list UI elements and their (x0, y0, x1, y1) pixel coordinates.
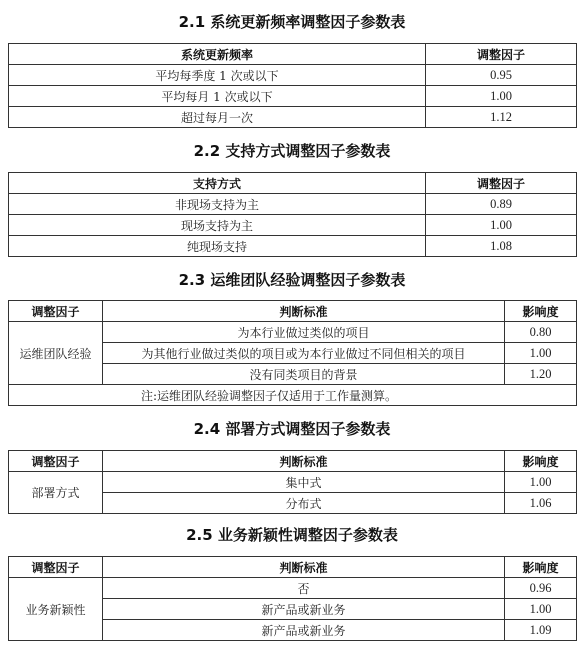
update-frequency-table (8, 43, 577, 128)
table-header-row (9, 44, 577, 65)
section-title-support-mode: 2.2 支持方式调整因子参数表 (193, 142, 391, 160)
criterion-cell: 平均每季度 1 次或以下 (9, 65, 426, 86)
value-cell: 1.08 (426, 236, 577, 257)
note-row (9, 385, 577, 406)
factor-cell: 部署方式 (9, 472, 103, 514)
business-novelty-table (8, 556, 577, 641)
column-header: 判断标准 (103, 301, 505, 322)
section-title-deployment: 2.4 部署方式调整因子参数表 (193, 420, 391, 438)
support-mode-table (8, 172, 577, 257)
section-title-team-experience: 2.3 运维团队经验调整因子参数表 (178, 271, 406, 289)
table-header-row (9, 301, 577, 322)
value-cell: 1.00 (426, 86, 577, 107)
column-header: 调整因子 (9, 451, 103, 472)
criterion-cell: 纯现场支持 (9, 236, 426, 257)
criterion-cell: 新产品或新业务 (103, 620, 505, 641)
column-header: 调整因子 (426, 173, 577, 194)
column-header: 判断标准 (103, 451, 505, 472)
criterion-cell: 否 (103, 578, 505, 599)
table-row (9, 107, 577, 128)
criterion-cell: 集中式 (103, 472, 505, 493)
value-cell: 1.20 (505, 364, 577, 385)
factor-cell: 业务新颖性 (9, 578, 103, 641)
column-header: 判断标准 (103, 557, 505, 578)
value-cell: 1.00 (505, 599, 577, 620)
criterion-cell: 超过每月一次 (9, 107, 426, 128)
factor-cell: 运维团队经验 (9, 322, 103, 385)
value-cell: 0.95 (426, 65, 577, 86)
value-cell: 0.89 (426, 194, 577, 215)
deployment-table (8, 450, 577, 514)
section-title-business-novelty: 2.5 业务新颖性调整因子参数表 (186, 526, 398, 544)
criterion-cell: 没有同类项目的背景 (103, 364, 505, 385)
value-cell: 1.06 (505, 493, 577, 514)
criterion-cell: 现场支持为主 (9, 215, 426, 236)
value-cell: 1.12 (426, 107, 577, 128)
criterion-cell: 新产品或新业务 (103, 599, 505, 620)
value-cell: 0.96 (505, 578, 577, 599)
column-header: 影响度 (505, 557, 577, 578)
table-row (9, 215, 577, 236)
value-cell: 1.00 (505, 343, 577, 364)
column-header: 系统更新频率 (9, 44, 426, 65)
column-header: 调整因子 (426, 44, 577, 65)
column-header: 影响度 (505, 451, 577, 472)
table-header-row (9, 173, 577, 194)
value-cell: 1.09 (505, 620, 577, 641)
column-header: 调整因子 (9, 557, 103, 578)
table-row (9, 472, 577, 493)
table-row (9, 194, 577, 215)
table-header-row (9, 557, 577, 578)
value-cell: 0.80 (505, 322, 577, 343)
criterion-cell: 分布式 (103, 493, 505, 514)
table-row (9, 65, 577, 86)
column-header: 支持方式 (9, 173, 426, 194)
value-cell: 1.00 (426, 215, 577, 236)
table-note: 注:运维团队经验调整因子仅适用于工作量测算。 (9, 385, 577, 406)
table-row (9, 578, 577, 599)
section-title-update-frequency: 2.1 系统更新频率调整因子参数表 (178, 13, 406, 31)
column-header: 影响度 (505, 301, 577, 322)
table-row (9, 236, 577, 257)
criterion-cell: 平均每月 1 次或以下 (9, 86, 426, 107)
team-experience-table (8, 300, 577, 406)
criterion-cell: 为本行业做过类似的项目 (103, 322, 505, 343)
table-header-row (9, 451, 577, 472)
table-row (9, 86, 577, 107)
table-row (9, 322, 577, 343)
criterion-cell: 非现场支持为主 (9, 194, 426, 215)
column-header: 调整因子 (9, 301, 103, 322)
criterion-cell: 为其他行业做过类似的项目或为本行业做过不同但相关的项目 (103, 343, 505, 364)
value-cell: 1.00 (505, 472, 577, 493)
